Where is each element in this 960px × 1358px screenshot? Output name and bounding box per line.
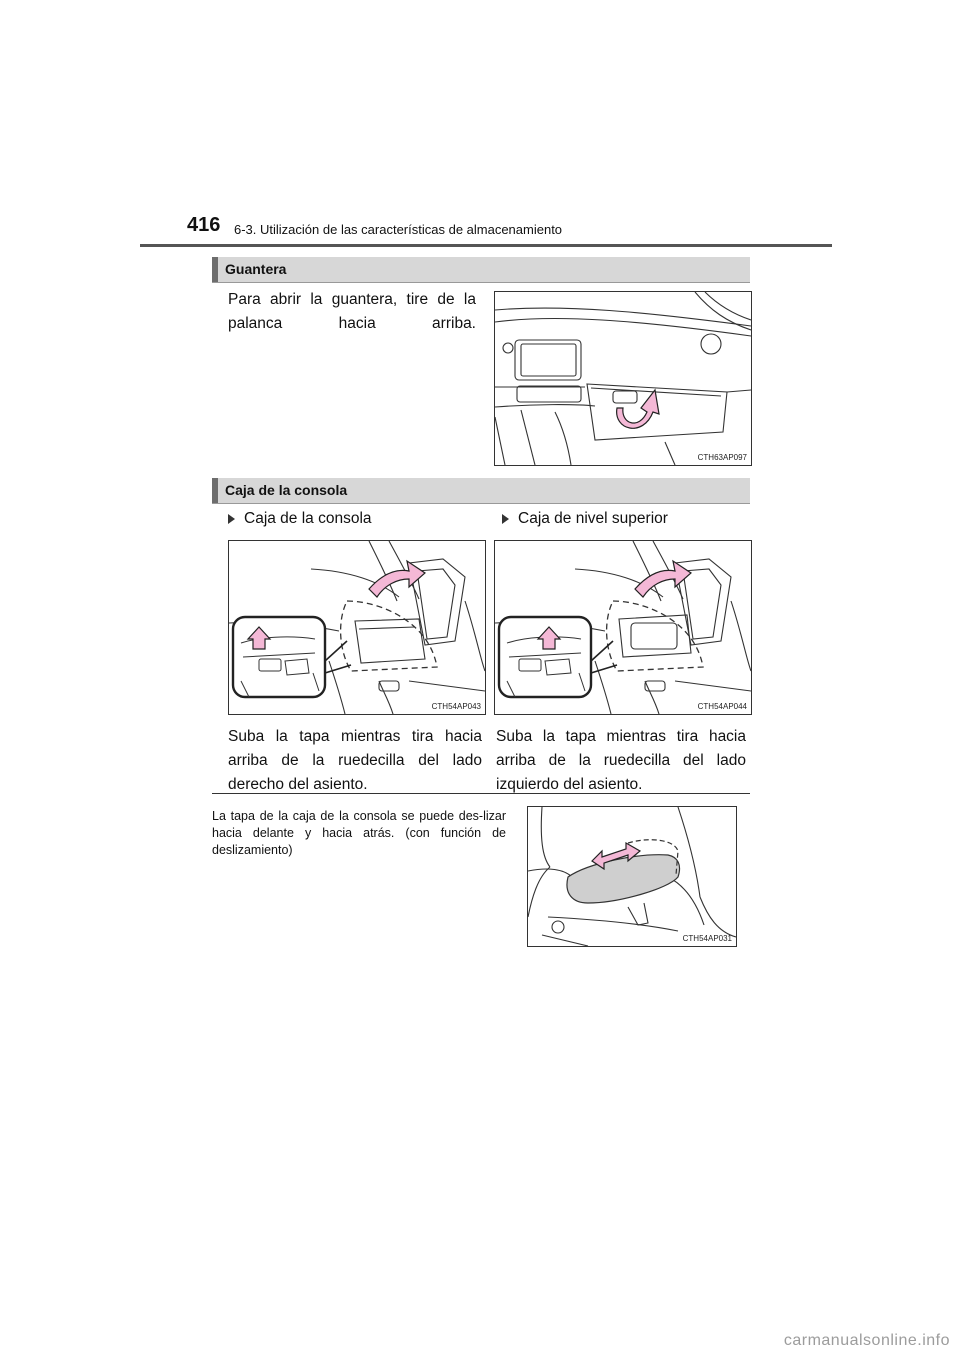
- sliding-lid-illustration: [527, 806, 737, 947]
- section-title-console: Caja de la consola: [225, 482, 348, 498]
- section-divider: [212, 793, 750, 794]
- console-box-illustration: [228, 540, 486, 715]
- upper-box-illustration: [494, 540, 752, 715]
- subheading-console-box-label: Caja de la consola: [244, 510, 372, 527]
- glovebox-illustration: [494, 291, 752, 466]
- figure-code-upper-box: CTH54AP044: [697, 702, 747, 711]
- header-rule: [140, 244, 832, 247]
- console-box-instructions: Suba la tapa mientras tira hacia arriba de la ruedecilla del lado derecho del asiento.: [228, 728, 482, 793]
- slide-function-note: La tapa de la caja de la consola se puede des-lizar hacia delante y hacia atrás. (con función de deslizamiento): [212, 809, 506, 857]
- upper-box-drawing: [495, 541, 751, 714]
- figure-code-glovebox: CTH63AP097: [697, 453, 747, 462]
- section-marker: [212, 257, 218, 282]
- subheading-console-box: [228, 510, 372, 528]
- section-bar-console: [212, 478, 750, 504]
- chapter-title: 6-3. Utilización de las características de almacenamiento: [234, 222, 563, 237]
- triangle-bullet-icon: [228, 514, 235, 524]
- subheading-upper-box-label: Caja de nivel superior: [518, 510, 668, 527]
- upper-box-instructions: Suba la tapa mientras tira hacia arriba de la ruedecilla del lado izquierdo del asiento.: [496, 728, 746, 793]
- figure-code-sliding-lid: CTH54AP031: [682, 934, 732, 943]
- subheading-upper-box: [502, 510, 668, 528]
- triangle-bullet-icon: [502, 514, 509, 524]
- section-marker: [212, 478, 218, 503]
- glovebox-instructions: Para abrir la guantera, tire de la palanca hacia arriba.: [228, 291, 476, 332]
- console-box-drawing: [229, 541, 485, 714]
- section-bar-glovebox: [212, 257, 750, 283]
- page-number: 416: [187, 214, 221, 236]
- watermark: carmanualsonline.info: [783, 1332, 950, 1349]
- glovebox-drawing: [495, 292, 751, 465]
- sliding-lid-drawing: [528, 807, 736, 946]
- section-title-glovebox: Guantera: [225, 261, 287, 277]
- figure-code-console-box: CTH54AP043: [431, 702, 481, 711]
